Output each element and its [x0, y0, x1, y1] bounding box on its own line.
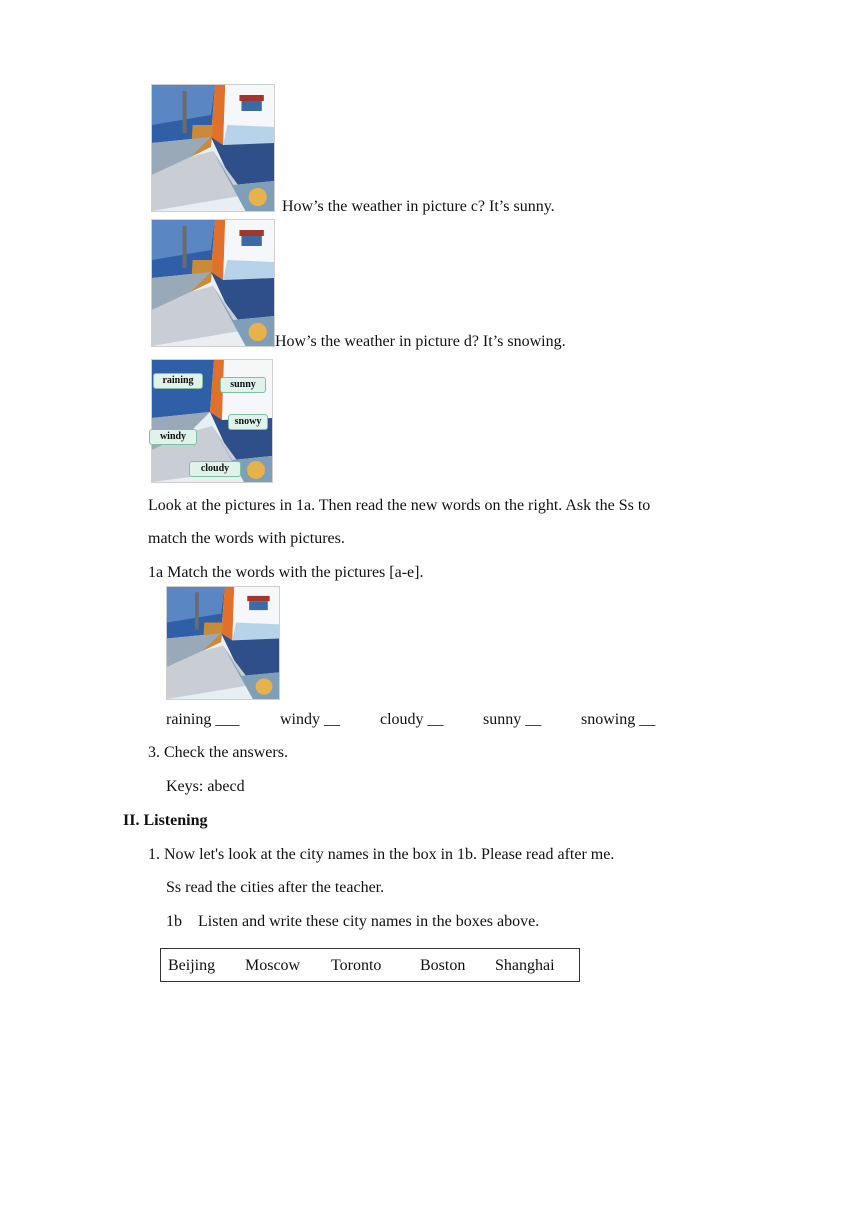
check-answers: 3. Check the answers. [148, 744, 288, 761]
tag-sunny: sunny [220, 377, 266, 393]
city-shanghai: Shanghai [495, 957, 555, 974]
weather-collage-illustration [167, 587, 279, 699]
instruction-line-2: match the words with pictures. [148, 530, 345, 547]
weather-collage-illustration [152, 85, 274, 211]
answer-keys: Keys: abecd [166, 778, 245, 795]
listening-step-1: 1. Now let's look at the city names in the box in 1b. Please read after me. [148, 846, 615, 863]
tag-windy: windy [149, 429, 197, 445]
tag-cloudy: cloudy [189, 461, 241, 477]
question-picture-c: How’s the weather in picture c? It’s sunny. [282, 198, 555, 215]
weather-picture-1 [151, 84, 275, 212]
section-heading-listening: II. Listening [123, 812, 208, 829]
match-word-cloudy: cloudy __ [380, 711, 444, 728]
city-boston: Boston [420, 957, 466, 974]
tag-snowy: snowy [228, 414, 268, 430]
city-beijing: Beijing [168, 957, 216, 974]
match-word-snowing: snowing __ [581, 711, 656, 728]
match-word-sunny: sunny __ [483, 711, 542, 728]
weather-collage-illustration [152, 220, 274, 346]
weather-picture-1a [166, 586, 280, 700]
tag-raining: raining [153, 373, 203, 389]
city-moscow: Moscow [245, 957, 301, 974]
question-picture-d: How’s the weather in picture d? It’s snowing. [275, 333, 566, 350]
match-word-windy: windy __ [280, 711, 340, 728]
task-1a-heading: 1a Match the words with the pictures [a-e]. [148, 564, 424, 581]
city-toronto: Toronto [331, 957, 382, 974]
listening-step-1-note: Ss read the cities after the teacher. [166, 879, 385, 896]
city-names-box [160, 948, 580, 982]
weather-picture-2 [151, 219, 275, 347]
task-1b-heading: 1b Listen and write these city names in the boxes above. [166, 913, 540, 930]
match-word-raining: raining ___ [166, 711, 240, 728]
instruction-line-1: Look at the pictures in 1a. Then read the new words on the right. Ask the Ss to [148, 497, 651, 514]
